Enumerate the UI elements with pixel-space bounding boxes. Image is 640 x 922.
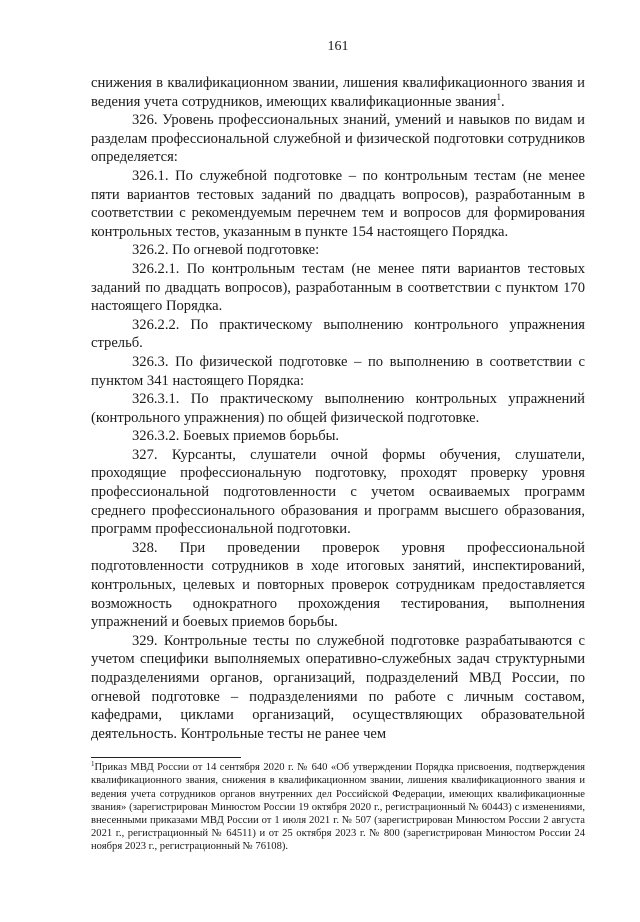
paragraph-326-2-1: 326.2.1. По контрольным тестам (не менее пяти вариантов тестовых заданий по двадцать вопросов), разработанным в соответствии с пунктом 170 настоящего Порядка. <box>91 260 585 315</box>
footnote-marker: 1 <box>91 760 95 769</box>
paragraph-326-3-1: 326.3.1. По практическому выполнению контрольных упражнений (контрольного упражнения) по общей физической подготовке. <box>91 391 585 426</box>
footnote-text: Приказ МВД России от 14 сентября 2020 г. № 640 «Об утверждении Порядка присвоения, подтверждения квалификационного звания, снижения в квалификационном звании, лишения квалификационного звания и ведения учета сотрудников органов внутренних дел Российской Федерации, имеющих квалификационные звания» (зарегистрирован Минюстом России 19 октября 2020 г., регистрационный № 60443) с изменениями, внесенными приказами МВД России от 1 июля 2021 г. № 507 (зарегистрирован Минюстом России 2 августа 2021 г., регистрационный № 64511) и от 25 октября 2023 г. № 800 (зарегистрирован Минюстом России 24 ноября 2023 г., регистрационный № 76108). <box>91 762 585 852</box>
paragraph-text: снижения в квалификационном звании, лишения квалификационного звания и ведения учета сотрудников, имеющих квалификационные звания <box>91 75 585 110</box>
paragraph-326: 326. Уровень профессиональных знаний, умений и навыков по видам и разделам профессиональной служебной и физической подготовки сотрудников определяется: <box>91 112 585 166</box>
paragraph-328: 328. При проведении проверок уровня профессиональной подготовленности сотрудников в ходе итоговых занятий, инспектирований, контрольных, целевых и повторных проверок сотрудникам предоставляется возможность однократного прохождения тестирования, выполнения упражнений и боевых приемов борьбы. <box>91 539 585 631</box>
footnote-divider <box>91 757 241 758</box>
paragraph-326-3: 326.3. По физической подготовке – по выполнению в соответствии с пунктом 341 настоящего Порядка: <box>91 353 585 389</box>
paragraph-327: 327. Курсанты, слушатели очной формы обучения, слушатели, проходящие профессиональную подготовку, проходят проверку уровня профессиональной подготовленности с учетом осваиваемых программ среднего профессионального образования и программ высшего образования, программ профессиональной подготовки. <box>91 446 585 538</box>
paragraph-continuation: снижения в квалификационном звании, лишения квалификационного звания и ведения учета сотрудников, имеющих квалификационные звания$^1$. <box>91 75 585 110</box>
page-number: 161 <box>327 39 349 54</box>
footnote-paragraph <box>91 761 585 853</box>
paragraph-329: 329. Контрольные тесты по служебной подготовке разрабатываются с учетом специфики выполняемых оперативно-служебных задач структурными подразделениями органов, организаций, подразделений МВД России, по огневой подготовке – подразделениями по работе с личным составом, кафедрами, циклами организаций, осуществляющих образовательной деятельность. Контрольные тесты не ранее чем <box>91 632 585 742</box>
paragraph-326-2-2: 326.2.2. По практическому выполнению контрольного упражнения стрельб. <box>91 316 585 352</box>
paragraph-326-1: 326.1. По служебной подготовке – по контрольным тестам (не менее пяти вариантов тестовых заданий по двадцать вопросов), разработанным в соответствии с рекомендуемым перечнем тем и вопросов для формирования контрольных тестов, указанным в пункте 154 настоящего Порядка. <box>91 167 585 240</box>
body-text <box>91 74 585 743</box>
footnote <box>91 761 585 853</box>
footnote-reference[interactable]: 1 <box>496 91 502 102</box>
paragraph-326-3-2: 326.3.2. Боевых приемов борьбы. <box>132 428 340 445</box>
paragraph-326-2: 326.2. По огневой подготовке: <box>132 242 320 259</box>
